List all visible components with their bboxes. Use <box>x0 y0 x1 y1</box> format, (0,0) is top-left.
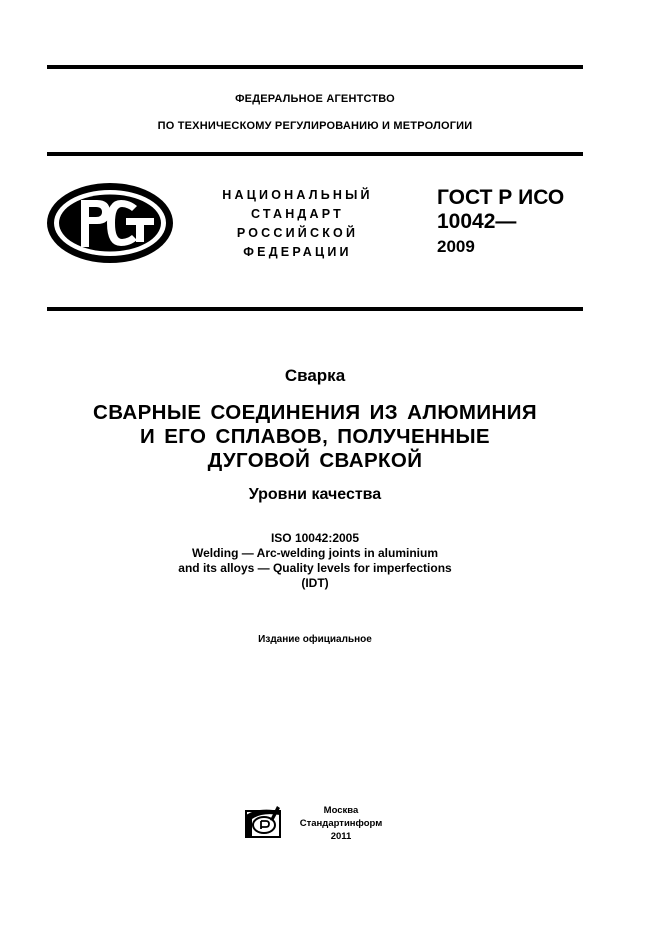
rule-top <box>47 65 583 69</box>
national-standard-line: НАЦИОНАЛЬНЫЙ <box>222 188 373 202</box>
iso-line: and its alloys — Quality levels for imperfections <box>178 561 452 575</box>
publisher-info <box>296 804 386 843</box>
title-line: И ЕГО СПЛАВОВ, ПОЛУЧЕННЫЕ <box>140 425 490 448</box>
standard-code <box>437 186 587 260</box>
standartinform-logo-icon <box>244 806 284 839</box>
standard-code-line-2: 10042— <box>437 210 517 233</box>
national-standard-label <box>200 186 395 262</box>
iso-line: Welding — Arc-welding joints in aluminium <box>191 546 438 560</box>
national-standard-line: ФЕДЕРАЦИИ <box>243 245 352 259</box>
iso-line: ISO 10042:2005 <box>270 531 360 545</box>
rule-lower <box>47 307 583 311</box>
edition-label: Издание официальное <box>258 634 372 645</box>
iso-reference <box>47 531 583 591</box>
rst-certification-mark-icon <box>44 180 176 266</box>
iso-line: (IDT) <box>301 576 329 590</box>
rule-upper <box>47 152 583 156</box>
agency-line-1: ФЕДЕРАЛЬНОЕ АГЕНТСТВО <box>235 93 395 105</box>
standard-year: 2009 <box>437 237 475 256</box>
standard-code-line-1: ГОСТ Р ИСО <box>437 186 565 209</box>
document-title <box>47 401 583 473</box>
document-subtitle: Уровни качества <box>248 486 382 503</box>
publisher-name: Стандартинформ <box>299 818 383 829</box>
national-standard-line: РОССИЙСКОЙ <box>236 226 359 240</box>
publisher-city: Москва <box>323 805 359 816</box>
agency-line-2: ПО ТЕХНИЧЕСКОМУ РЕГУЛИРОВАНИЮ И МЕТРОЛОГИИ <box>157 120 473 132</box>
title-line: СВАРНЫЕ СОЕДИНЕНИЯ ИЗ АЛЮМИНИЯ <box>93 401 537 424</box>
publisher-year: 2011 <box>330 831 352 842</box>
title-line: ДУГОВОЙ СВАРКОЙ <box>207 449 423 472</box>
national-standard-line: СТАНДАРТ <box>251 207 344 221</box>
document-subject: Сварка <box>284 366 346 385</box>
